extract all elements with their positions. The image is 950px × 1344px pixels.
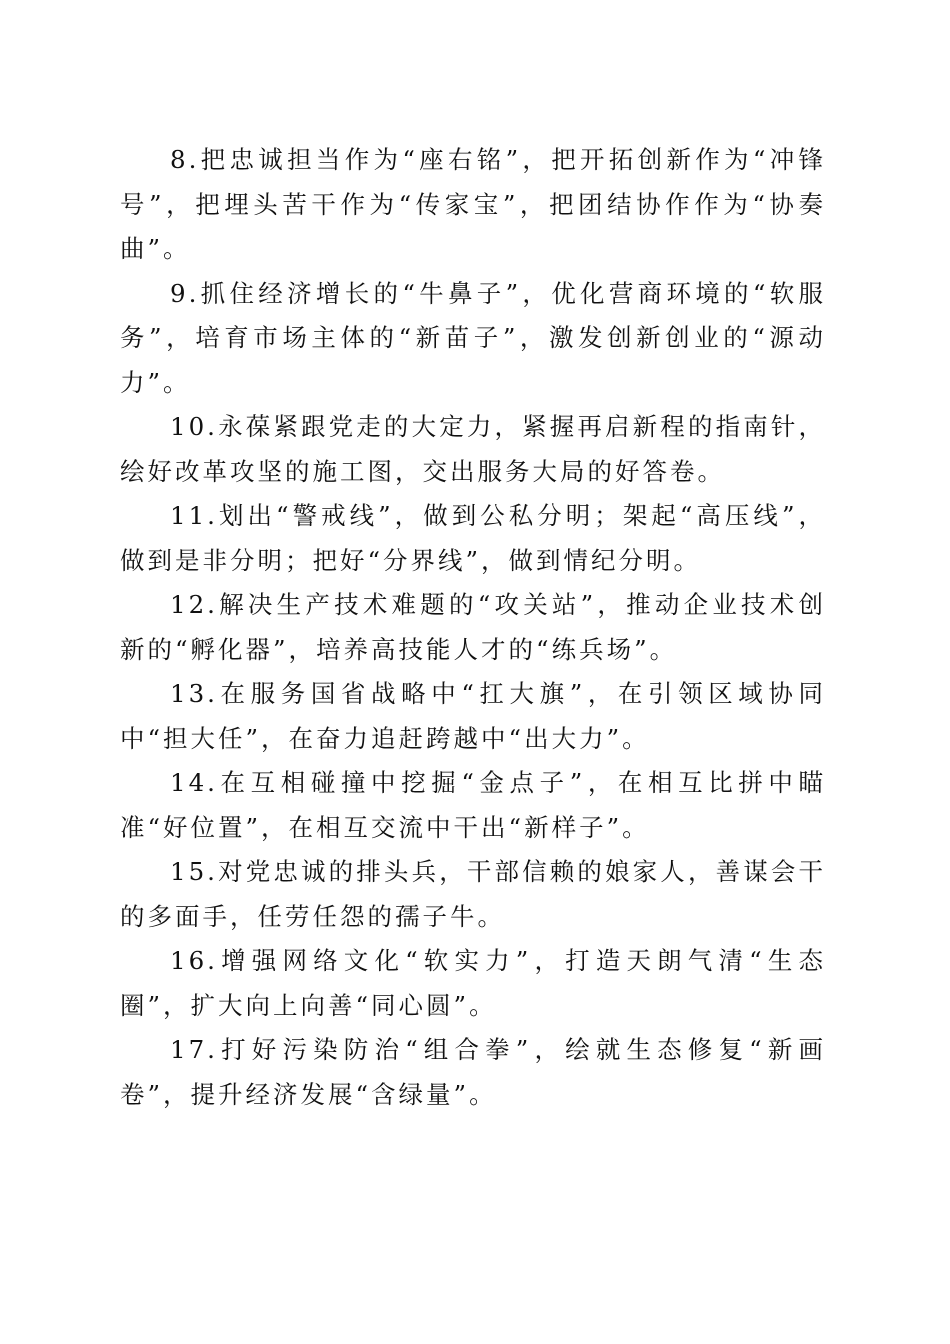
- paragraph-14: 14.在互相碰撞中挖掘“金点子”，在相互比拼中瞄准“好位置”，在相互交流中干出“新样子”。: [120, 768, 826, 842]
- document-body: [120, 138, 826, 1117]
- paragraph-9: 9.抓住经济增长的“牛鼻子”，优化营商环境的“软服务”，培育市场主体的“新苗子”，激发创新创业的“源动力”。: [120, 278, 826, 397]
- paragraph-8: 8.把忠诚担当作为“座右铭”，把开拓创新作为“冲锋号”，把埋头苦干作为“传家宝”，把团结协作作为“协奏曲”。: [120, 145, 826, 263]
- paragraph-16: 16.增强网络文化“软实力”，打造天朗气清“生态圈”，扩大向上向善“同心圆”。: [120, 946, 826, 1020]
- paragraph-15: 15.对党忠诚的排头兵，干部信赖的娘家人，善谋会干的多面手，任劳任怨的孺子牛。: [120, 857, 826, 931]
- paragraph-13: 13.在服务国省战略中“扛大旗”，在引领区域协同中“担大任”，在奋力追赶跨越中“出大力”。: [120, 679, 826, 753]
- paragraph-10: 10.永葆紧跟党走的大定力，紧握再启新程的指南针，绘好改革攻坚的施工图，交出服务大局的好答卷。: [120, 412, 826, 486]
- paragraph-12: 12.解决生产技术难题的“攻关站”，推动企业技术创新的“孵化器”，培养高技能人才的“练兵场”。: [120, 590, 826, 664]
- paragraph-17: 17.打好污染防治“组合拳”，绘就生态修复“新画卷”，提升经济发展“含绿量”。: [120, 1035, 826, 1109]
- paragraph-11: 11.划出“警戒线”，做到公私分明；架起“高压线”，做到是非分明；把好“分界线”，做到情纪分明。: [120, 501, 826, 575]
